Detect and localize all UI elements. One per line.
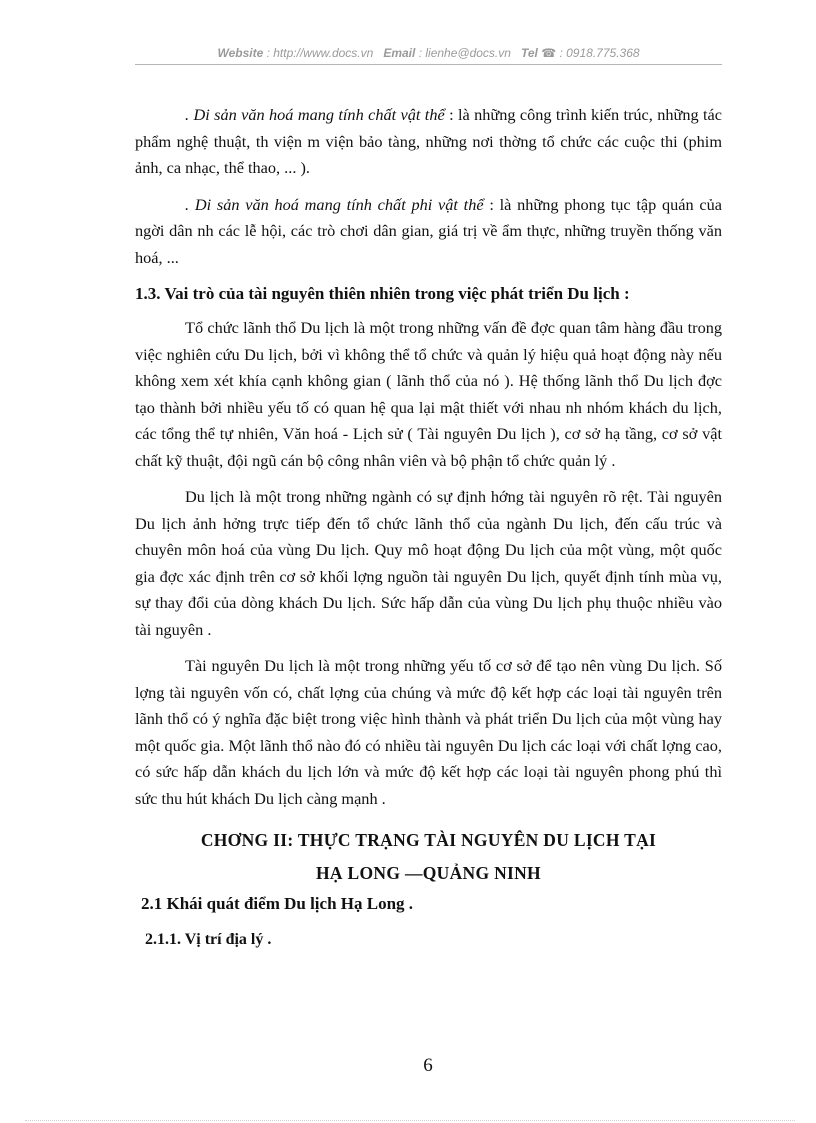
intangible-heritage-term: . Di sản văn hoá mang tính chất phi vật thể [185, 194, 484, 214]
website-label: Website [217, 46, 264, 60]
header-divider [135, 64, 722, 65]
tel-number: ☎ : 0918.775.368 [541, 46, 640, 60]
website-url[interactable]: : http://www.docs.vn [266, 46, 374, 60]
chapter-heading [135, 824, 722, 890]
tel-label: Tel [520, 46, 538, 60]
section-heading-2-1-1: 2.1.1. Vị trí địa lý . [145, 931, 272, 948]
chapter-heading-line-2: HẠ LONG —QUẢNG NINH [316, 863, 541, 883]
page-header [135, 46, 722, 60]
footer-divider [25, 1120, 795, 1121]
paragraph-tangible-heritage [135, 102, 722, 182]
tangible-heritage-term: . Di sản văn hoá mang tính chất vật thể [185, 105, 445, 124]
chapter-heading-line-1: CHƠNG II: THỰC TRẠNG TÀI NGUYÊN DU LỊCH TẠI [200, 830, 657, 850]
page-body [135, 102, 722, 954]
email-label: Email [383, 46, 416, 60]
page-number: 6 [423, 1055, 433, 1076]
intangible-heritage-text: : là những phong tục tập quán của ngời dân nh các lễ hội, các trò chơi dân gian, giá trị về ẩm thực, những truyền thống văn hoá, ... [135, 194, 722, 267]
tangible-heritage-text: : là những công trình kiến trúc, những tác phẩm nghệ thuật, th viện m viện bảo tàng, những nơi thờng tổ chức các cuộc thi (phim ảnh, ca nhạc, thể thao, ... ). [135, 105, 722, 177]
paragraph-intangible-heritage [135, 192, 722, 272]
paragraph-resource-orientation: Du lịch là một trong những ngành có sự định hớng tài nguyên rõ rệt. Tài nguyên Du lịch ảnh hởng trực tiếp đến tổ chức lãnh thổ của ngành Du lịch, đến cấu trúc và chuyên môn hoá của vùng Du lịch. Quy mô hoạt động Du lịch của một vùng, một quốc gia đợc xác định trên cơ sở khối lợng nguồn tài nguyên Du lịch, quyết định tính mùa vụ, sự thay đổi của dòng khách Du lịch. Sức hấp dẫn của vùng Du lịch phụ thuộc nhiều vào tài nguyên . [135, 487, 722, 639]
paragraph-tourism-region: Tài nguyên Du lịch là một trong những yếu tố cơ sở để tạo nên vùng Du lịch. Số lợng tài nguyên vốn có, chất lợng của chúng và mức độ kết hợp các loại tài nguyên trên lãnh thổ có ý nghĩa đặc biệt trong việc hình thành và phát triển Du lịch của một vùng hay một quốc gia. Một lãnh thổ nào đó có nhiều tài nguyên Du lịch các loại với chất lợng cao, có sức hấp dẫn khách du lịch lớn và mức độ kết hợp các loại tài nguyên phong phú thì sức thu hút khách Du lịch càng mạnh . [135, 656, 722, 808]
section-heading-2-1: 2.1 Khái quát điểm Du lịch Hạ Long . [141, 894, 414, 913]
email-address[interactable]: : lienhe@docs.vn [418, 46, 511, 60]
paragraph-territorial-organization: Tổ chức lãnh thổ Du lịch là một trong những vấn đề đợc quan tâm hàng đầu trong việc nghiên cứu Du lịch, bởi vì không thể tổ chức và quản lý hiệu quả hoạt động này nếu không xem xét khía cạnh không gian ( lãnh thổ của nó ). Hệ thống lãnh thổ Du lịch đợc tạo thành bởi nhiều yếu tố có quan hệ qua lại mật thiết với nhau nh nhóm khách du lịch, các tổng thể tự nhiên, Văn hoá - Lịch sử ( Tài nguyên Du lịch ), cơ sở hạ tầng, cơ sở vật chất kỹ thuật, đội ngũ cán bộ công nhân viên và bộ phận tổ chức quản lý . [135, 318, 722, 470]
section-heading-1-3: 1.3. Vai trò của tài nguyên thiên nhiên trong việc phát triển Du lịch : [135, 284, 630, 303]
